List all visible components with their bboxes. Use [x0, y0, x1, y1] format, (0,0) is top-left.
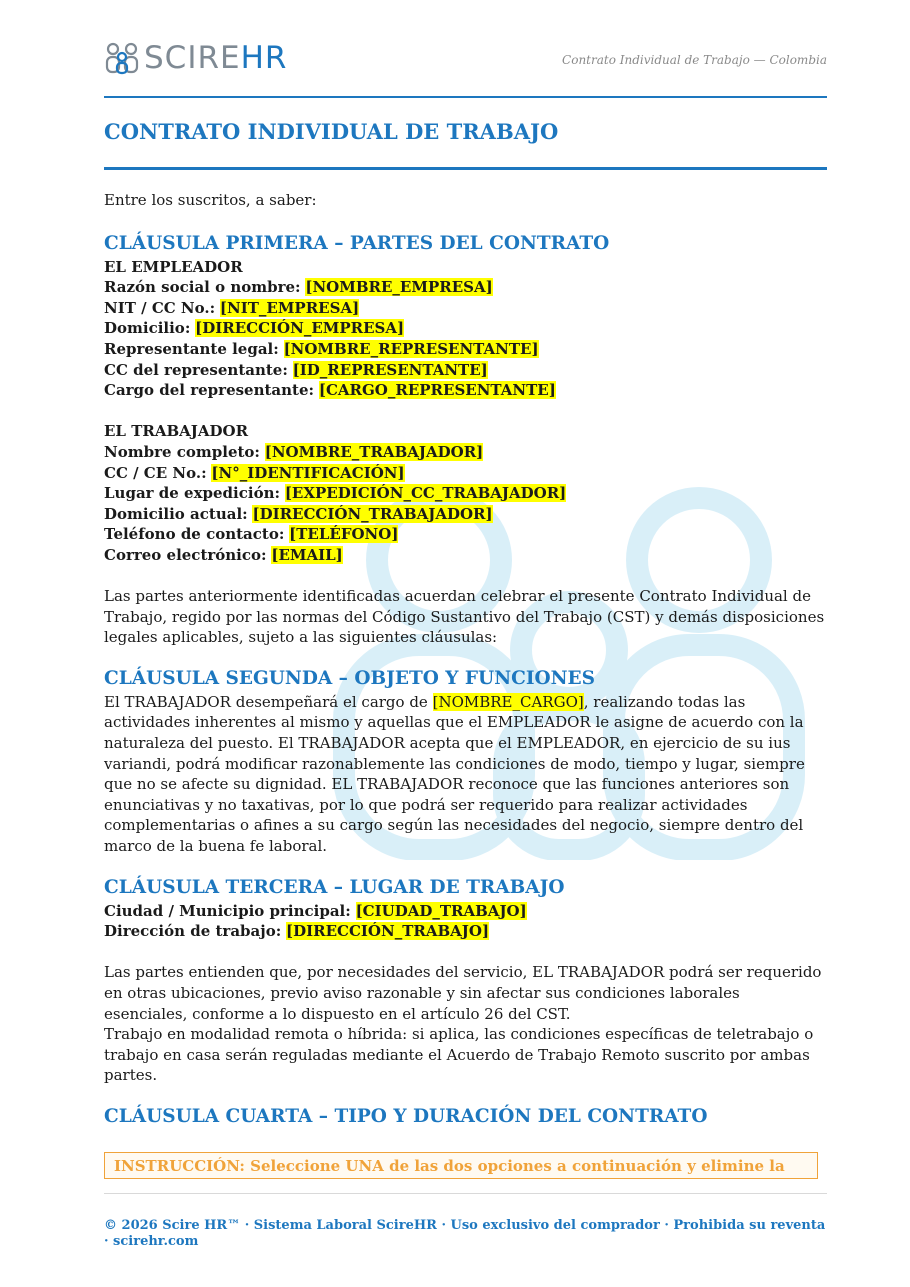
field-placeholder: [N°_IDENTIFICACIÓN] [211, 463, 405, 482]
field-row [104, 901, 827, 922]
field-label: Razón social o nombre: [104, 278, 301, 297]
document-body [104, 190, 827, 1130]
scirehr-logo [104, 40, 287, 76]
field-label: NIT / CC No.: [104, 298, 216, 317]
intro-text: Entre los suscritos, a saber: [104, 191, 317, 209]
field-placeholder: [NOMBRE_TRABAJADOR] [264, 442, 484, 461]
header-tagline: Contrato Individual de Trabajo — Colombia [562, 53, 827, 67]
instruction-box [104, 1152, 818, 1179]
field-placeholder: [NOMBRE_REPRESENTANTE] [283, 339, 539, 358]
field-label: Domicilio: [104, 319, 191, 338]
field-label: Dirección de trabajo: [104, 922, 282, 941]
field-placeholder: [CIUDAD_TRABAJO] [355, 901, 527, 920]
field-label: Representante legal: [104, 339, 279, 358]
field-label: Ciudad / Municipio principal: [104, 901, 351, 920]
field-row [104, 380, 827, 401]
field-placeholder: [ID_REPRESENTANTE] [292, 360, 488, 379]
field-placeholder: [EMAIL] [271, 545, 343, 564]
logo-wordmark: SCIREHR [144, 40, 288, 76]
empleador-title: EL EMPLEADOR [104, 257, 243, 276]
field-row [104, 360, 827, 381]
field-label: Lugar de expedición: [104, 484, 281, 503]
document-page [104, 0, 827, 1287]
field-placeholder: [DIRECCIÓN_TRABAJADOR] [252, 504, 493, 523]
field-placeholder: [DIRECCIÓN_TRABAJO] [286, 922, 490, 941]
parties-closing-text: Las partes anteriormente identificadas acuerdan celebrar el presente Contrato Individual de Trabajo, regido por las normas del Código Sustantivo del Trabajo (CST) y demás disposiciones legales aplicables, sujeto a las siguientes cláusulas: [104, 587, 825, 647]
empleador-fields [104, 277, 827, 401]
field-row [104, 277, 827, 298]
field-row [104, 545, 827, 566]
clause-3-heading: CLÁUSULA TERCERA – LUGAR DE TRABAJO [104, 876, 565, 898]
field-placeholder: [TELÉFONO] [289, 525, 399, 544]
field-label: Nombre completo: [104, 442, 260, 461]
title-divider [104, 167, 827, 170]
field-label: CC del representante: [104, 360, 288, 379]
field-row [104, 524, 827, 545]
people-network-icon [104, 40, 140, 76]
field-row [104, 442, 827, 463]
field-label: CC / CE No.: [104, 463, 207, 482]
field-placeholder: [DIRECCIÓN_EMPRESA] [195, 319, 405, 338]
page-header [104, 38, 827, 78]
field-placeholder: [EXPEDICIÓN_CC_TRABAJADOR] [284, 484, 567, 503]
field-label: Domicilio actual: [104, 504, 248, 523]
clause-4-heading: CLÁUSULA CUARTA – TIPO Y DURACIÓN DEL CONTRATO [104, 1105, 708, 1127]
field-placeholder: [NIT_EMPRESA] [219, 298, 360, 317]
page-footer: © 2026 Scire HR™ · Sistema Laboral ScireHR · Uso exclusivo del comprador · Prohibida su reventa · scirehr.com [104, 1218, 826, 1249]
field-row [104, 463, 827, 484]
field-row [104, 921, 827, 942]
field-placeholder: [CARGO_REPRESENTANTE] [318, 381, 556, 400]
clause-3-remote-text: Trabajo en modalidad remota o híbrida: si aplica, las condiciones específicas de teletrabajo o trabajo en casa serán reguladas mediante el Acuerdo de Trabajo Remoto suscrito por ambas partes. [104, 1025, 814, 1085]
clause-1-heading: CLÁUSULA PRIMERA – PARTES DEL CONTRATO [104, 232, 610, 254]
document-title: CONTRATO INDIVIDUAL DE TRABAJO [104, 119, 559, 144]
field-label: Teléfono de contacto: [104, 525, 285, 544]
clause-2-text-end: , realizando todas las actividades inherentes al mismo y aquellas que el EMPLEADOR le asigne de acuerdo con la naturaleza del puesto. El TRABAJADOR acepta que el EMPLEADOR, en ejercicio de su ius variandi, podrá modificar razonablemente las condiciones de modo, tiempo y lugar, siempre que no se afecte su dignidad. EL TRABAJADOR reconoce que las funciones anteriores son enunciativas y no taxativas, por lo que podrá ser requerido para realizar actividades complementarias o afines a su cargo según las necesidades del negocio, siempre dentro del marco de la buena fe laboral. [104, 692, 805, 856]
footer-divider [104, 1193, 827, 1194]
trabajador-fields [104, 442, 827, 566]
field-placeholder: [NOMBRE_EMPRESA] [305, 278, 493, 297]
field-row [104, 504, 827, 525]
trabajador-title: EL TRABAJADOR [104, 422, 249, 441]
field-label: Correo electrónico: [104, 545, 267, 564]
clause-2-text-start: El TRABAJADOR desempeñará el cargo de [104, 692, 433, 711]
clause-3-text: Las partes entienden que, por necesidades del servicio, EL TRABAJADOR podrá ser requerido en otras ubicaciones, previo aviso razonable y sin afectar sus condiciones laborales esenciales, conforme a lo dispuesto en el artículo 26 del CST. [104, 963, 822, 1023]
clause-2-heading: CLÁUSULA SEGUNDA – OBJETO Y FUNCIONES [104, 667, 595, 689]
instruction-text: INSTRUCCIÓN: Seleccione UNA de las dos opciones a continuación y elimine la [114, 1157, 785, 1175]
field-row [104, 318, 827, 339]
field-row [104, 483, 827, 504]
cargo-placeholder: [NOMBRE_CARGO] [432, 692, 584, 711]
header-divider [104, 96, 827, 98]
clause-2-text [104, 692, 827, 857]
field-row [104, 339, 827, 360]
field-label: Cargo del representante: [104, 381, 315, 400]
field-row [104, 298, 827, 319]
